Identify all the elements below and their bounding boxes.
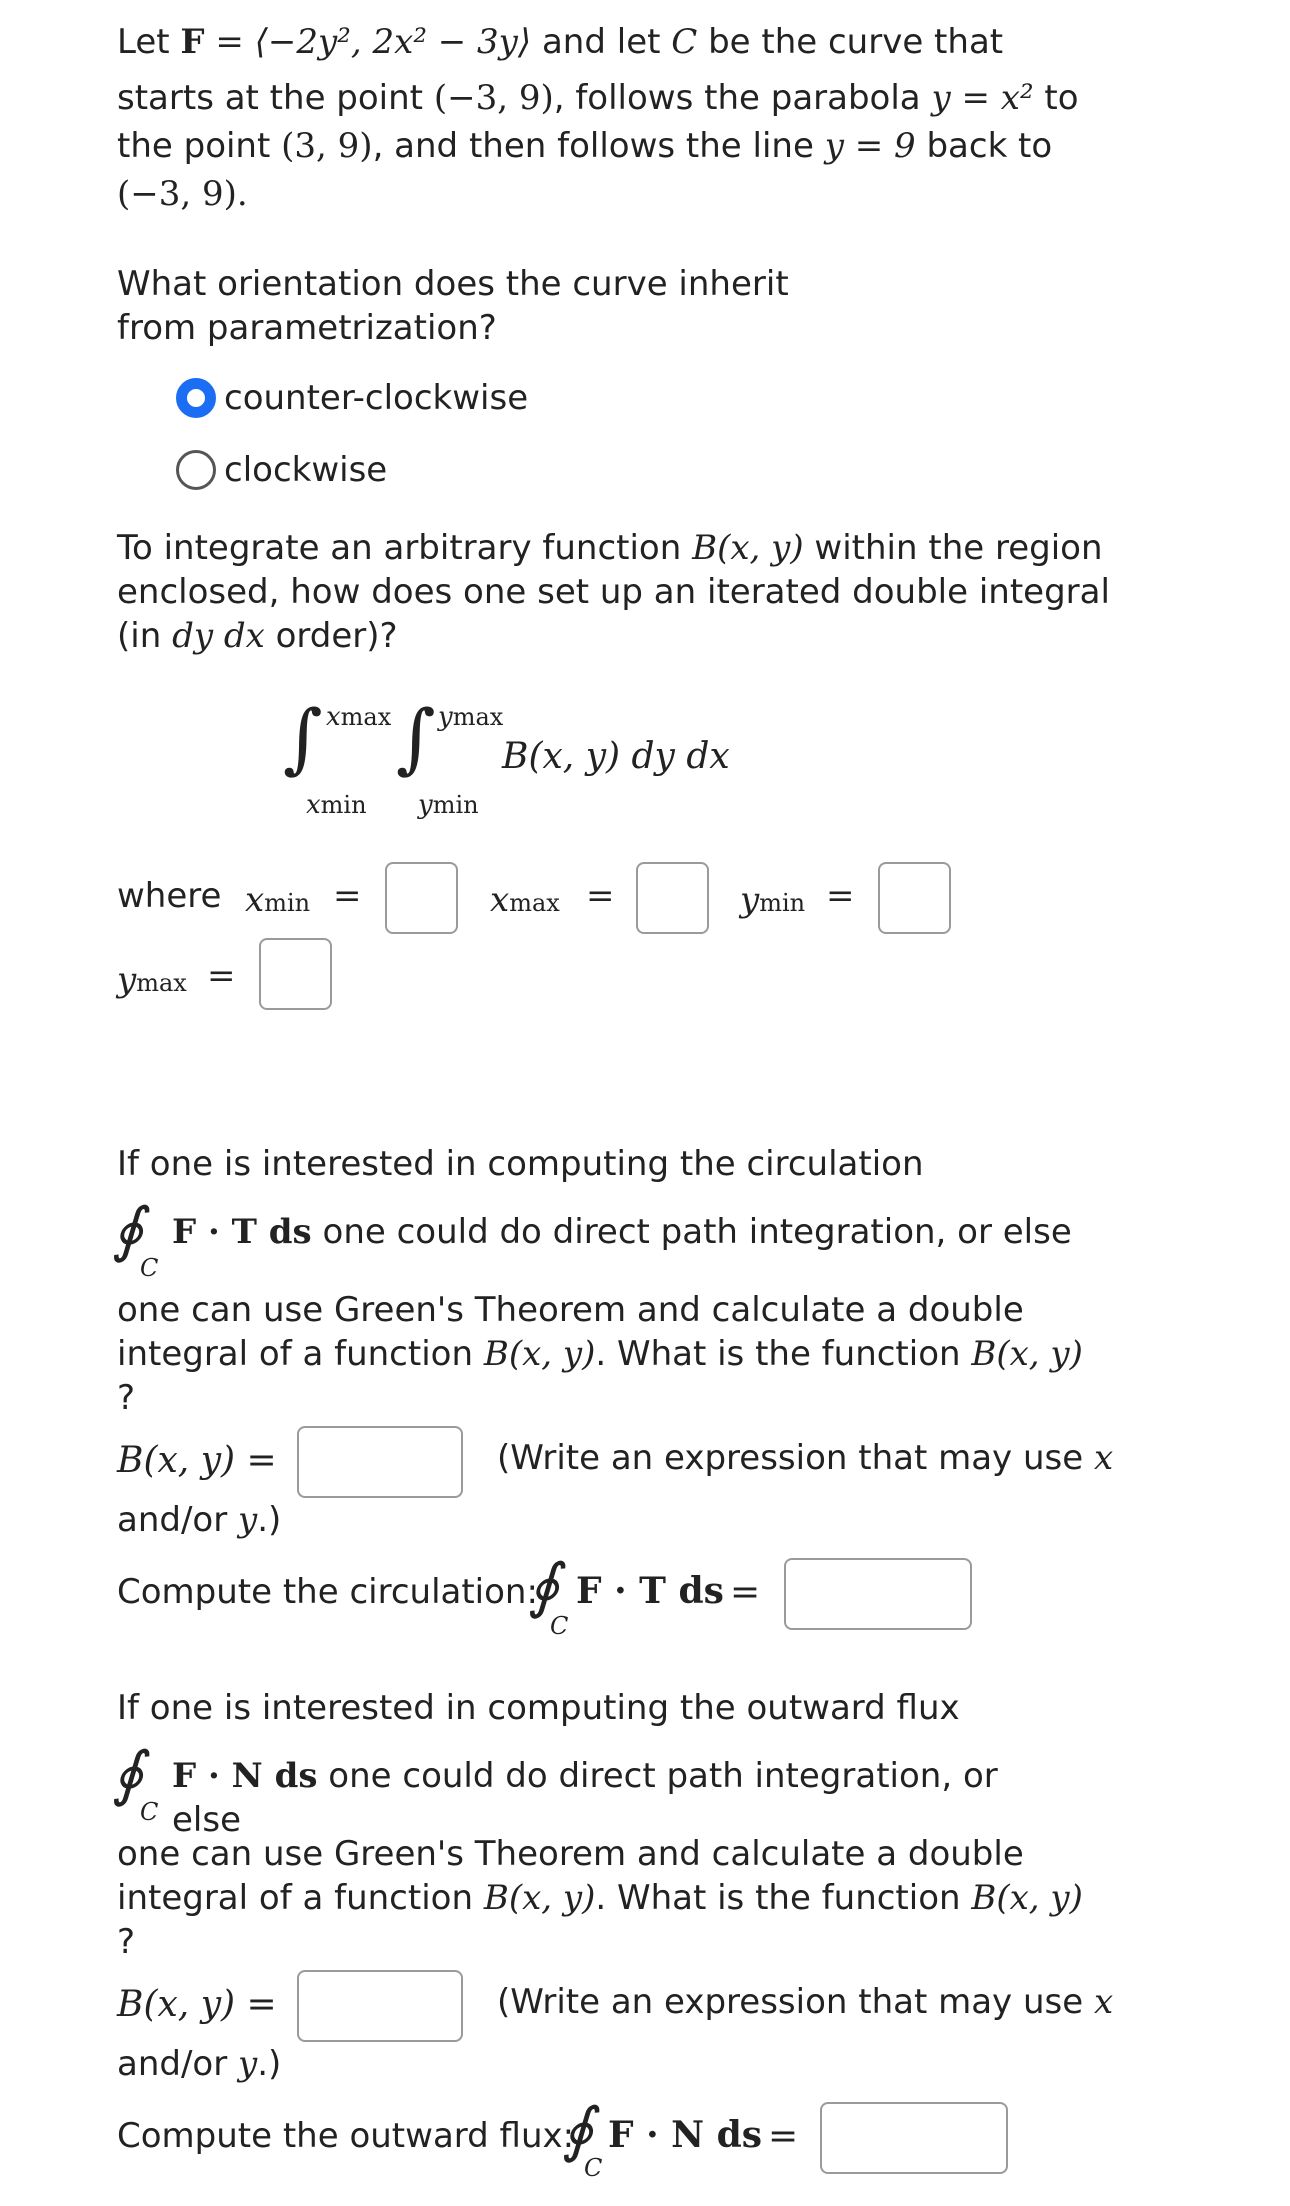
flux-text-2: F · N ds one could do direct path integration, or else bbox=[172, 1756, 998, 1840]
xmax-label: xmax bbox=[490, 880, 560, 920]
radio-label: counter-clockwise bbox=[224, 378, 529, 418]
equals-sign: = bbox=[333, 876, 362, 916]
xmin-input[interactable] bbox=[385, 862, 458, 934]
circulation-hint-2: and/or y.) bbox=[117, 1500, 282, 1540]
outer-upper-limit: xmax bbox=[326, 702, 392, 732]
flux-text-3: one can use Green's Theorem and calculate a double integral of a function B(x, y). What is the function B(x, y) ? bbox=[117, 1834, 1083, 1962]
flux-hint: (Write an expression that may use x bbox=[497, 1982, 1114, 2022]
equals-sign: = bbox=[826, 876, 855, 916]
contour-integral-sign: ∮ bbox=[112, 1739, 144, 1809]
ymax-label: ymax bbox=[117, 960, 187, 1000]
radio-label: clockwise bbox=[224, 450, 388, 490]
flux-text-1: If one is interested in computing the outward flux bbox=[117, 1688, 960, 1728]
radio-selected-icon[interactable] bbox=[176, 378, 216, 418]
contour-subscript: C bbox=[584, 2154, 603, 2182]
circulation-FTds: F · T ds bbox=[576, 1570, 724, 1612]
intro-line-3: the point (3, 9), and then follows the line y = 9 back to bbox=[117, 126, 1053, 166]
xmax-input[interactable] bbox=[636, 862, 709, 934]
inner-upper-limit: ymax bbox=[438, 702, 504, 732]
integral-setup-question: To integrate an arbitrary function B(x, y) within the region enclosed, how does one set up an iterated double integral (in dy dx order)? bbox=[117, 528, 1110, 656]
circulation-text-1: If one is interested in computing the circulation bbox=[117, 1144, 924, 1184]
flux-value-input[interactable] bbox=[820, 2102, 1008, 2174]
inner-integral-sign: ∫ bbox=[396, 693, 436, 782]
flux-B-input[interactable] bbox=[297, 1970, 463, 2042]
radio-unselected-icon[interactable] bbox=[176, 450, 216, 490]
flux-FNds: F · N ds bbox=[608, 2114, 763, 2156]
circulation-value-input[interactable] bbox=[784, 1558, 972, 1630]
ymax-input[interactable] bbox=[259, 938, 332, 1010]
intro-line-2: starts at the point (−3, 9), follows the parabola y = x² to bbox=[117, 78, 1079, 118]
equals-sign: = bbox=[207, 956, 236, 996]
circulation-compute-label: Compute the circulation: bbox=[117, 1572, 538, 1612]
flux-hint-2: and/or y.) bbox=[117, 2044, 282, 2084]
equals-sign: = bbox=[730, 1572, 761, 1613]
contour-subscript: C bbox=[550, 1612, 569, 1640]
equals-sign: = bbox=[586, 876, 615, 916]
orientation-question: What orientation does the curve inherit from parametrization? bbox=[117, 264, 789, 348]
contour-integral-sign: ∮ bbox=[112, 1195, 144, 1265]
contour-subscript: C bbox=[140, 1254, 159, 1282]
equals-sign: = bbox=[768, 2116, 799, 2157]
ymin-label: ymin bbox=[740, 880, 806, 920]
outer-integral-sign: ∫ bbox=[283, 693, 323, 782]
where-label: where bbox=[117, 876, 222, 916]
circulation-text-2: F · T ds one could do direct path integration, or else bbox=[172, 1212, 1072, 1252]
integrand: B(x, y) dy dx bbox=[502, 736, 730, 777]
circulation-hint: (Write an expression that may use x bbox=[497, 1438, 1114, 1478]
contour-integral-sign: ∮ bbox=[562, 2095, 594, 2165]
circulation-B-input[interactable] bbox=[297, 1426, 463, 1498]
ymin-input[interactable] bbox=[878, 862, 951, 934]
circulation-B-label: B(x, y) = bbox=[117, 1440, 277, 1481]
xmin-label: xmin bbox=[245, 880, 311, 920]
inner-lower-limit: ymin bbox=[418, 790, 479, 820]
radio-option-clockwise[interactable] bbox=[176, 448, 387, 492]
flux-B-label: B(x, y) = bbox=[117, 1984, 277, 2025]
radio-option-counter-clockwise[interactable] bbox=[176, 376, 528, 420]
intro-line-4: (−3, 9). bbox=[117, 174, 248, 214]
flux-compute-label: Compute the outward flux: bbox=[117, 2116, 575, 2156]
intro-line-1: Let F = ⟨−2y², 2x² − 3y⟩ and let C be the curve that bbox=[117, 22, 1004, 62]
outer-lower-limit: xmin bbox=[306, 790, 367, 820]
circulation-text-3: one can use Green's Theorem and calculate a double integral of a function B(x, y). What is the function B(x, y) ? bbox=[117, 1290, 1083, 1418]
contour-subscript: C bbox=[140, 1798, 159, 1826]
contour-integral-sign: ∮ bbox=[528, 1551, 560, 1621]
